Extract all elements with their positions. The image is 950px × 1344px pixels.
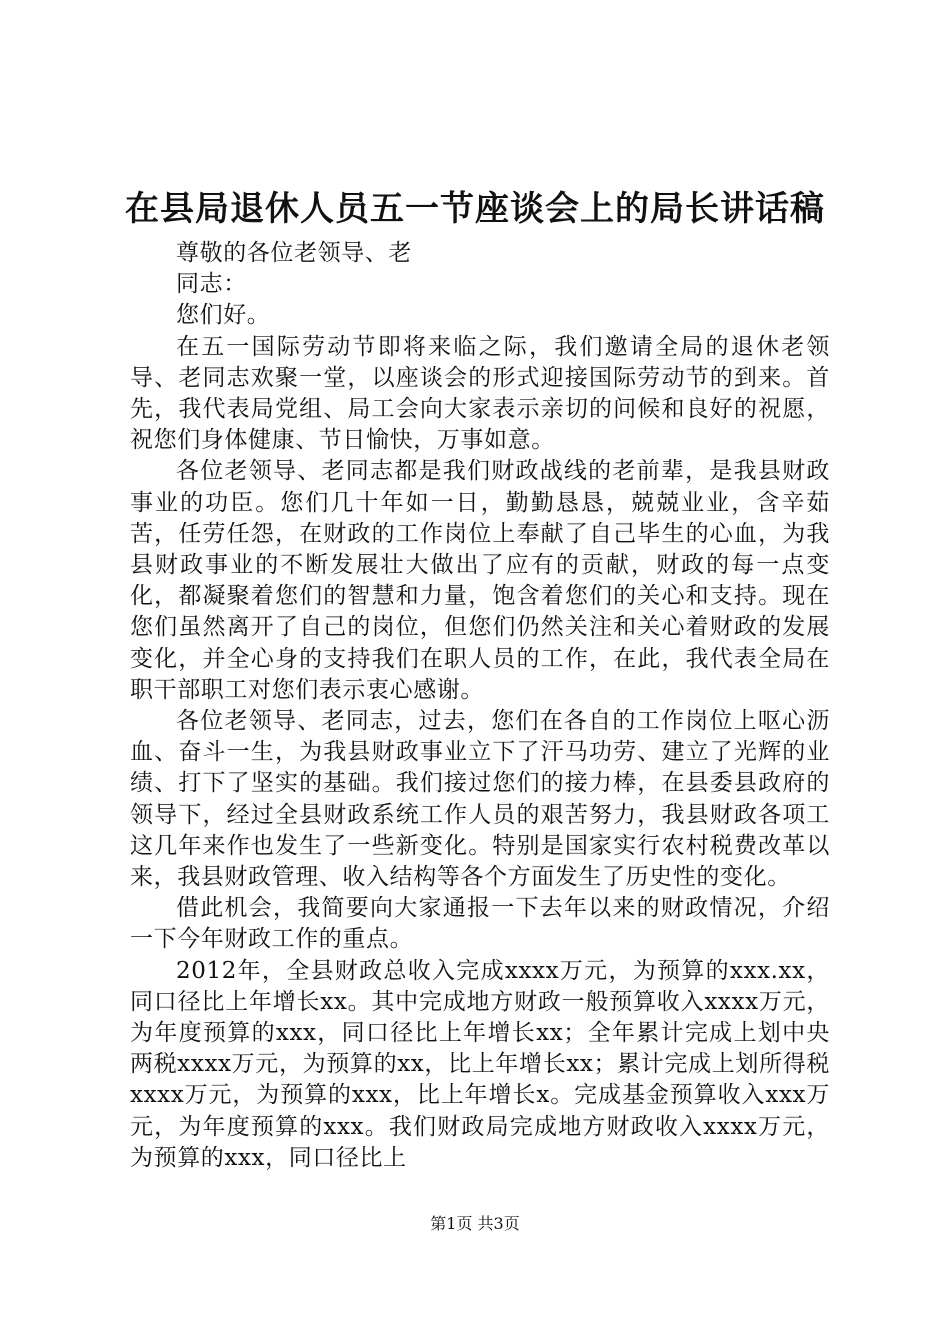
paragraph: 借此机会，我简要向大家通报一下去年以来的财政情况，介绍一下今年财政工作的重点。 bbox=[130, 895, 830, 953]
paragraph: 2012年，全县财政总收入完成xxxx万元，为预算的xxx.xx，同口径比上年增长xx。其中完成地方财政一般预算收入xxxx万元，为年度预算的xxx，同口径比上年增长xx；全年累计完成上划中央两税xxxx万元，为预算的xx，比上年增长xx；累计完成上划所得税xxxx万元，为预算的xxx，比上年增长x。完成基金预算收入xxx万元，为年度预算的xxx。我们财政局完成地方财政收入xxxx万元，为预算的xxx，同口径比上 bbox=[130, 957, 830, 1171]
paragraph: 在五一国际劳动节即将来临之际，我们邀请全局的退休老领导、老同志欢聚一堂，以座谈会的形式迎接国际劳动节的到来。首先，我代表局党组、局工会向大家表示亲切的问候和良好的祝愿，祝您们身体健康、节日愉快，万事如意。 bbox=[130, 333, 830, 454]
document-title: 在县局退休人员五一节座谈会上的局长讲话稿 bbox=[125, 189, 825, 229]
paragraph: 各位老领导、老同志都是我们财政战线的老前辈，是我县财政事业的功臣。您们几十年如一日，勤勤恳恳，兢兢业业，含辛茹苦，任劳任怨，在财政的工作岗位上奉献了自己毕生的心血，为我县财政事业的不断发展壮大做出了应有的贡献，财政的每一点变化，都凝聚着您们的智慧和力量，饱含着您们的关心和支持。现在您们虽然离开了自己的岗位，但您们仍然关注和关心着财政的发展变化，并全心身的支持我们在职人员的工作，在此，我代表全局在职干部职工对您们表示衷心感谢。 bbox=[130, 458, 830, 703]
page-number-footer: 第1页 共3页 bbox=[430, 1214, 520, 1233]
salutation-line-2: 同志： bbox=[176, 271, 247, 298]
document-body bbox=[130, 238, 830, 1174]
salutation-line-1: 尊敬的各位老领导、老 bbox=[176, 240, 412, 266]
greeting: 您们好。 bbox=[176, 302, 271, 329]
paragraph: 各位老领导、老同志，过去，您们在各自的工作岗位上呕心沥血、奋斗一生，为我县财政事业立下了汗马功劳、建立了光辉的业绩、打下了坚实的基础。我们接过您们的接力棒，在县委县政府的领导下，经过全县财政系统工作人员的艰苦努力，我县财政各项工这几年来作也发生了一些新变化。特别是国家实行农村税费改革以来，我县财政管理、收入结构等各个方面发生了历史性的变化。 bbox=[130, 708, 830, 891]
